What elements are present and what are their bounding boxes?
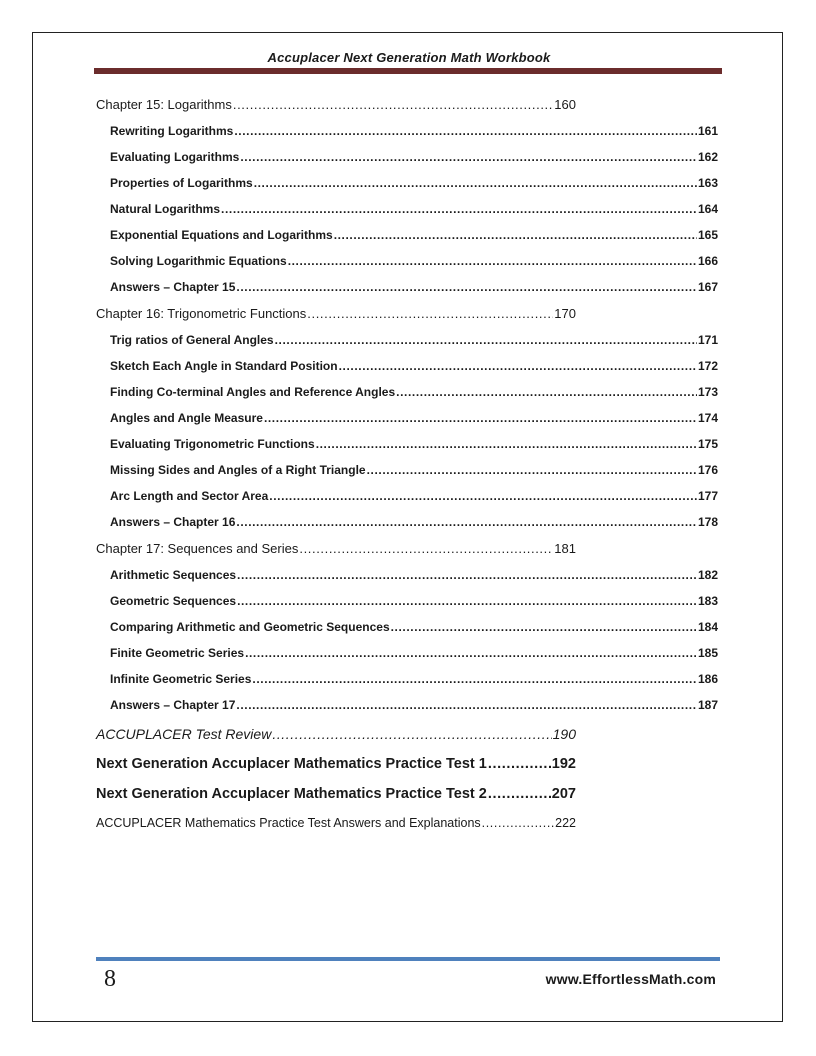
toc-topic[interactable]	[110, 620, 718, 634]
toc-page: 177	[697, 489, 718, 503]
toc-topic[interactable]	[110, 176, 718, 190]
toc-page: 170	[554, 306, 576, 321]
toc-topic[interactable]	[110, 124, 718, 138]
toc-page: 178	[697, 515, 718, 529]
leader-dots	[237, 568, 697, 582]
toc-topic[interactable]	[110, 515, 718, 529]
leader-dots	[272, 726, 551, 742]
toc-topic[interactable]	[110, 385, 718, 399]
toc-chapter-17[interactable]	[96, 541, 576, 556]
toc-label: Comparing Arithmetic and Geometric Sequences	[110, 620, 390, 634]
toc-label: Angles and Angle Measure	[110, 411, 263, 425]
leader-dots	[245, 646, 697, 660]
toc-page: 207	[551, 786, 576, 802]
leader-dots	[236, 515, 697, 529]
leader-dots	[254, 176, 697, 190]
toc-page: 183	[697, 594, 718, 608]
toc-topic[interactable]	[110, 672, 718, 686]
running-header-title: Accuplacer Next Generation Math Workbook	[267, 50, 551, 65]
toc-answers-explanations[interactable]	[96, 816, 576, 830]
leader-dots	[236, 280, 697, 294]
toc-topic[interactable]	[110, 228, 718, 242]
toc-topic[interactable]	[110, 150, 718, 164]
toc-page: 173	[697, 385, 718, 399]
leader-dots	[299, 541, 553, 556]
website-link[interactable]: www.EffortlessMath.com	[545, 971, 716, 987]
leader-dots	[252, 672, 697, 686]
leader-dots	[240, 150, 697, 164]
toc-topic[interactable]	[110, 568, 718, 582]
toc-label: ACCUPLACER Test Review	[96, 726, 272, 742]
toc-topic[interactable]	[110, 437, 718, 451]
toc-page: 160	[554, 97, 576, 112]
toc-label: Geometric Sequences	[110, 594, 237, 608]
toc-page: 186	[697, 672, 718, 686]
toc-page: 190	[552, 726, 576, 742]
toc-page: 174	[697, 411, 718, 425]
toc-label: Sketch Each Angle in Standard Position	[110, 359, 338, 373]
toc-page: 222	[555, 816, 576, 830]
toc-page: 165	[697, 228, 718, 242]
toc-page: 164	[697, 202, 718, 216]
toc-label: Natural Logarithms	[110, 202, 221, 216]
toc-page: 175	[697, 437, 718, 451]
toc-label: Missing Sides and Angles of a Right Triangle	[110, 463, 366, 477]
leader-dots	[482, 816, 554, 830]
leader-dots	[391, 620, 697, 634]
toc-page: 187	[697, 698, 718, 712]
footer-rule	[96, 957, 720, 961]
toc-label: Arc Length and Sector Area	[110, 489, 269, 503]
leader-dots	[339, 359, 697, 373]
toc-topic[interactable]	[110, 698, 718, 712]
toc-label: Chapter 17: Sequences and Series	[96, 541, 299, 556]
toc-chapter-15[interactable]	[96, 97, 576, 112]
toc-topic[interactable]	[110, 489, 718, 503]
toc-practice-test-2[interactable]	[96, 786, 576, 802]
toc-topic[interactable]	[110, 333, 718, 347]
leader-dots	[275, 333, 697, 347]
header-rule	[94, 68, 722, 74]
toc-test-review[interactable]	[96, 726, 576, 742]
toc-label: Answers – Chapter 16	[110, 515, 236, 529]
toc-page: 167	[697, 280, 718, 294]
toc-label: Next Generation Accuplacer Mathematics Practice Test 1	[96, 756, 487, 772]
leader-dots	[221, 202, 697, 216]
toc-topic[interactable]	[110, 463, 718, 477]
leader-dots	[488, 756, 551, 772]
toc-label: Chapter 15: Logarithms	[96, 97, 232, 112]
toc-practice-test-1[interactable]	[96, 756, 576, 772]
toc-label: Solving Logarithmic Equations	[110, 254, 287, 268]
toc-label: Next Generation Accuplacer Mathematics Practice Test 2	[96, 786, 487, 802]
toc-topic[interactable]	[110, 646, 718, 660]
toc-topic[interactable]	[110, 411, 718, 425]
leader-dots	[236, 698, 697, 712]
toc-page: 166	[697, 254, 718, 268]
toc-label: Answers – Chapter 17	[110, 698, 236, 712]
toc-label: Arithmetic Sequences	[110, 568, 237, 582]
toc-label: Finite Geometric Series	[110, 646, 245, 660]
leader-dots	[396, 385, 697, 399]
toc-label: Answers – Chapter 15	[110, 280, 236, 294]
toc-label: Finding Co-terminal Angles and Reference Angles	[110, 385, 396, 399]
toc-topic[interactable]	[110, 594, 718, 608]
toc-label: Infinite Geometric Series	[110, 672, 252, 686]
toc-topic[interactable]	[110, 202, 718, 216]
toc-label: Rewriting Logarithms	[110, 124, 234, 138]
page-number: 8	[104, 966, 116, 992]
leader-dots	[237, 594, 697, 608]
toc-page: 185	[697, 646, 718, 660]
toc-topic[interactable]	[110, 254, 718, 268]
toc-topic[interactable]	[110, 359, 718, 373]
toc-label: Trig ratios of General Angles	[110, 333, 274, 347]
leader-dots	[488, 786, 551, 802]
toc-page: 171	[697, 333, 718, 347]
leader-dots	[288, 254, 697, 268]
leader-dots	[367, 463, 697, 477]
toc-label: ACCUPLACER Mathematics Practice Test Answers and Explanations	[96, 816, 481, 830]
toc-label: Evaluating Logarithms	[110, 150, 240, 164]
leader-dots	[264, 411, 697, 425]
toc-page: 172	[697, 359, 718, 373]
toc-page: 162	[697, 150, 718, 164]
leader-dots	[316, 437, 697, 451]
toc-page: 184	[697, 620, 718, 634]
toc-page: 192	[551, 756, 576, 772]
leader-dots	[234, 124, 697, 138]
toc-page: 176	[697, 463, 718, 477]
leader-dots	[269, 489, 697, 503]
toc-page: 182	[697, 568, 718, 582]
toc-page: 163	[697, 176, 718, 190]
toc-label: Chapter 16: Trigonometric Functions	[96, 306, 307, 321]
leader-dots	[334, 228, 697, 242]
leader-dots	[233, 97, 553, 112]
leader-dots	[307, 306, 553, 321]
toc-topic[interactable]	[110, 280, 718, 294]
toc-label: Exponential Equations and Logarithms	[110, 228, 333, 242]
toc-label: Evaluating Trigonometric Functions	[110, 437, 315, 451]
toc-chapter-16[interactable]	[96, 306, 576, 321]
toc-page: 161	[697, 124, 718, 138]
toc-label: Properties of Logarithms	[110, 176, 253, 190]
toc-page: 181	[554, 541, 576, 556]
